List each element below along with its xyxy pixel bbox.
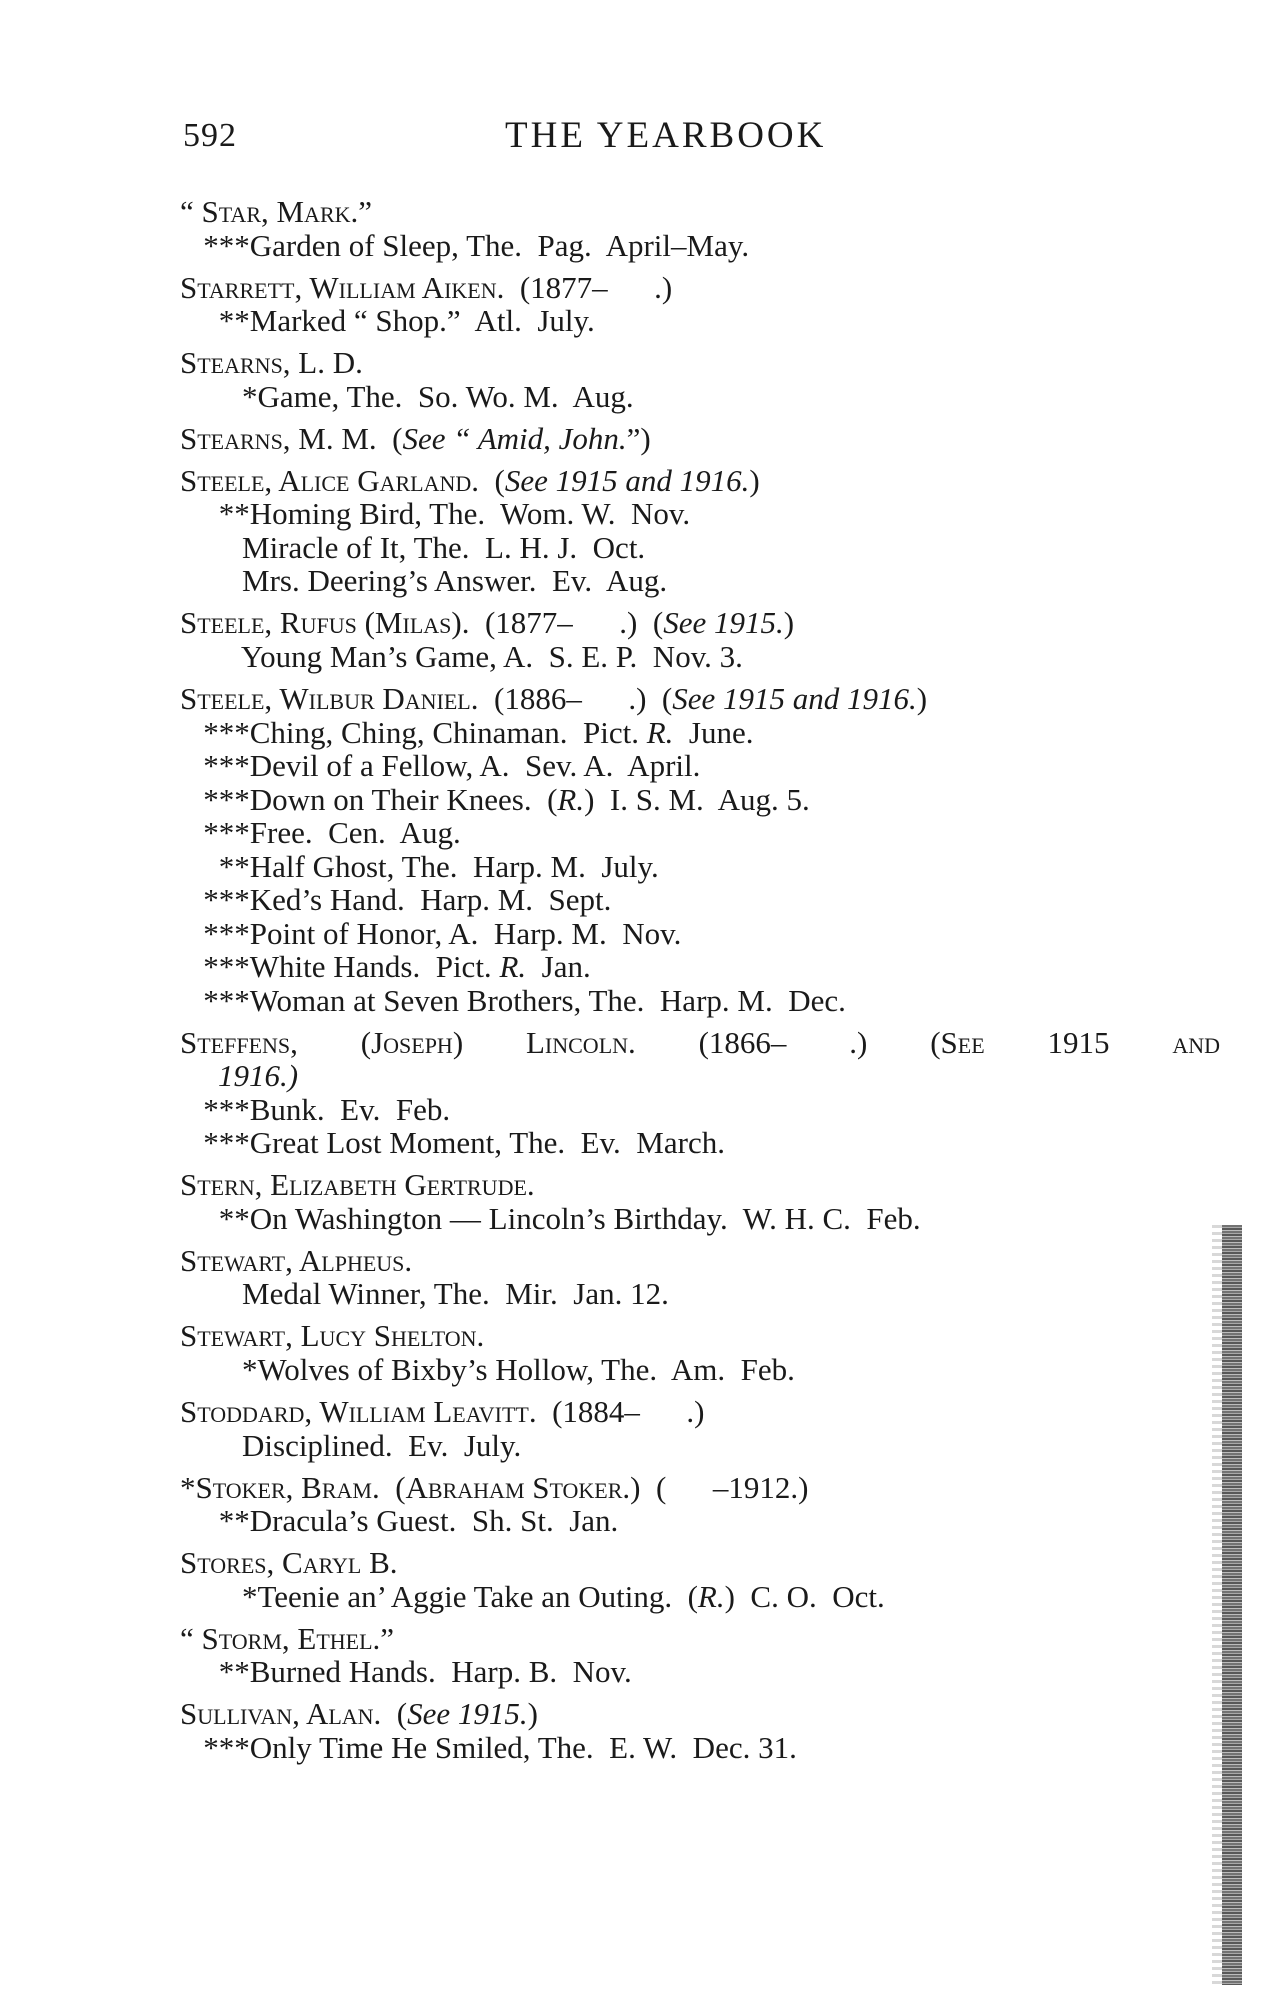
author-heading: Stern, Elizabeth Gertrude.	[180, 1167, 535, 1203]
author-heading: Starrett, William Aiken. (1877– .)	[180, 269, 673, 305]
author-entry	[180, 1319, 1220, 1386]
index-entries	[180, 195, 1220, 1773]
author-heading-continuation: 1916.)	[218, 1058, 299, 1094]
running-title: THE YEARBOOK	[505, 115, 827, 156]
story-listing: **On Washington — Lincoln’s Birthday. W. H. C. Feb.	[180, 1200, 921, 1236]
author-heading: Stewart, Lucy Shelton.	[180, 1318, 485, 1354]
story-listing: **Half Ghost, The. Harp. M. July.	[180, 848, 659, 884]
author-entry	[180, 1546, 1220, 1613]
story-listing: ***Garden of Sleep, The. Pag. April–May.	[180, 227, 750, 263]
story-listing: *Game, The. So. Wo. M. Aug.	[180, 378, 634, 414]
author-heading: Stewart, Alpheus.	[180, 1242, 413, 1278]
story-listing: ***Bunk. Ev. Feb.	[180, 1091, 451, 1127]
author-entry	[180, 606, 1220, 673]
page-edge-shadow	[1212, 1225, 1222, 1985]
author-heading: Stearns, M. M. (See “ Amid, John.”)	[180, 420, 651, 456]
author-heading: Steele, Wilbur Daniel. (1886– .) (See 1915 and 1916.)	[180, 681, 928, 717]
page-edge-binding	[1222, 1225, 1242, 1985]
author-heading: *Stoker, Bram. (Abraham Stoker.) ( –1912.)	[180, 1469, 809, 1505]
story-listing: ***Great Lost Moment, The. Ev. March.	[180, 1125, 725, 1161]
author-entry	[180, 1244, 1220, 1311]
story-listing: *Teenie an’ Aggie Take an Outing. (R.) C. O. Oct.	[180, 1578, 885, 1614]
author-heading: Stoddard, William Leavitt. (1884– .)	[180, 1394, 705, 1430]
author-entry	[180, 346, 1220, 413]
author-entry	[180, 1697, 1220, 1764]
story-listing: Medal Winner, The. Mir. Jan. 12.	[180, 1276, 669, 1312]
author-entry	[180, 1026, 1220, 1160]
story-listing: ***Woman at Seven Brothers, The. Harp. M. Dec.	[180, 982, 846, 1018]
author-heading: “ Star, Mark.”	[180, 194, 373, 229]
story-listing: ***Down on Their Knees. (R.) I. S. M. Aug. 5.	[180, 781, 810, 817]
page-number: 592	[183, 117, 237, 154]
story-listing: **Marked “ Shop.” Atl. July.	[180, 303, 595, 339]
story-listing: **Homing Bird, The. Wom. W. Nov.	[180, 496, 691, 532]
author-heading: Steele, Rufus (Milas). (1877– .) (See 1915.)	[180, 605, 795, 641]
author-heading: Stearns, L. D.	[180, 345, 363, 381]
author-entry	[180, 1168, 1220, 1235]
author-heading: Sullivan, Alan. (See 1915.)	[180, 1696, 538, 1732]
author-entry	[180, 1471, 1220, 1538]
story-listing: ***Only Time He Smiled, The. E. W. Dec. 31.	[180, 1729, 797, 1765]
author-heading: Steffens, (Joseph) Lincoln. (1866– .) (See 1915 and	[180, 1024, 1220, 1060]
author-entry	[180, 1622, 1220, 1689]
story-listing: Disciplined. Ev. July.	[180, 1427, 522, 1463]
story-listing: ***Point of Honor, A. Harp. M. Nov.	[180, 915, 682, 951]
author-entry	[180, 682, 1220, 1017]
story-listing: ***Ked’s Hand. Harp. M. Sept.	[180, 882, 612, 918]
author-entry	[180, 1395, 1220, 1462]
story-listing: **Burned Hands. Harp. B. Nov.	[180, 1654, 632, 1690]
story-listing: **Dracula’s Guest. Sh. St. Jan.	[180, 1503, 619, 1539]
story-listing: Young Man’s Game, A. S. E. P. Nov. 3.	[180, 638, 743, 674]
story-listing: ***Free. Cen. Aug.	[180, 815, 461, 851]
story-listing: Mrs. Deering’s Answer. Ev. Aug.	[180, 563, 668, 599]
story-listing: ***Devil of a Fellow, A. Sev. A. April.	[180, 748, 701, 784]
author-entry	[180, 422, 1220, 456]
story-listing: ***White Hands. Pict. R. Jan.	[180, 949, 591, 985]
author-heading: “ Storm, Ethel.”	[180, 1620, 395, 1656]
author-entry	[180, 195, 1220, 262]
author-heading: Steele, Alice Garland. (See 1915 and 1916.)	[180, 462, 760, 498]
story-listing: Miracle of It, The. L. H. J. Oct.	[180, 529, 646, 565]
story-listing: ***Ching, Ching, Chinaman. Pict. R. June.	[180, 714, 754, 750]
author-heading: Stores, Caryl B.	[180, 1545, 398, 1581]
story-listing: *Wolves of Bixby’s Hollow, The. Am. Feb.	[180, 1351, 795, 1387]
author-entry	[180, 464, 1220, 598]
author-entry	[180, 271, 1220, 338]
